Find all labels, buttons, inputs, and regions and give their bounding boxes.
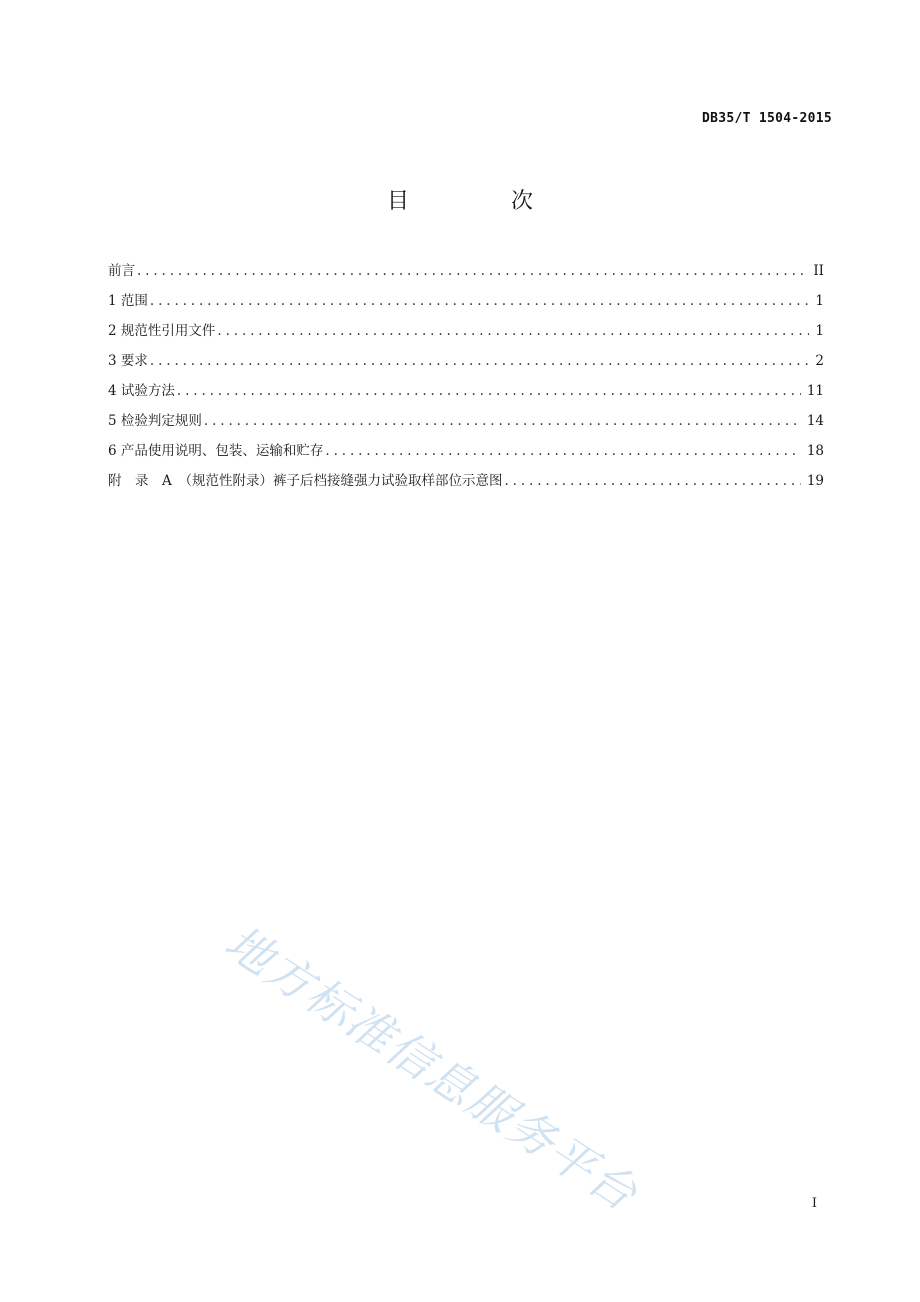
toc-entry-annex-a[interactable] <box>108 471 824 501</box>
toc-entry-label: 6 产品使用说明、包装、运输和贮存 <box>108 443 324 459</box>
toc-entry-page: 2 <box>815 353 824 369</box>
toc-entry-label: 4 试验方法 <box>108 383 175 399</box>
toc-entry-label: 前言 <box>108 263 135 279</box>
toc-leader-dots <box>137 261 807 281</box>
toc-entry-page: 19 <box>806 473 824 489</box>
toc-entry-page: 11 <box>806 383 824 399</box>
toc-entry-page: 1 <box>815 323 824 339</box>
page-title: 目 次 <box>386 189 573 214</box>
page-number: I <box>811 1196 817 1211</box>
toc-entry-page: 14 <box>806 413 824 429</box>
toc-entry-label: 3 要求 <box>108 353 148 369</box>
toc-entry-page: 18 <box>806 443 824 459</box>
toc-entry-page: II <box>813 263 824 279</box>
toc-leader-dots <box>177 381 801 401</box>
toc-leader-dots <box>150 291 810 311</box>
watermark: 地方标准信息服务平台 <box>215 914 648 1222</box>
toc-entry-label: 5 检验判定规则 <box>108 413 202 429</box>
toc-entry-page: 1 <box>815 293 824 309</box>
toc-leader-dots <box>204 411 801 431</box>
toc-leader-dots <box>325 441 800 461</box>
toc-entry-inspection-rules[interactable] <box>108 411 824 441</box>
toc-entry-label: 2 规范性引用文件 <box>108 323 216 339</box>
toc-entry-label: 1 范围 <box>108 293 148 309</box>
toc-leader-dots <box>217 321 809 341</box>
standard-code: DB35/T 1504-2015 <box>701 111 832 126</box>
toc-entry-requirements[interactable] <box>108 351 824 381</box>
toc-entry-foreword[interactable] <box>108 261 824 291</box>
table-of-contents <box>108 261 824 501</box>
toc-entry-test-methods[interactable] <box>108 381 824 411</box>
toc-entry-scope[interactable] <box>108 291 824 321</box>
toc-entry-normative-references[interactable] <box>108 321 824 351</box>
toc-entry-packaging-transport[interactable] <box>108 441 824 471</box>
toc-entry-label: 附 录 A （规范性附录）裤子后档接缝强力试验取样部位示意图 <box>108 473 503 489</box>
toc-leader-dots <box>150 351 810 371</box>
toc-leader-dots <box>505 471 801 491</box>
